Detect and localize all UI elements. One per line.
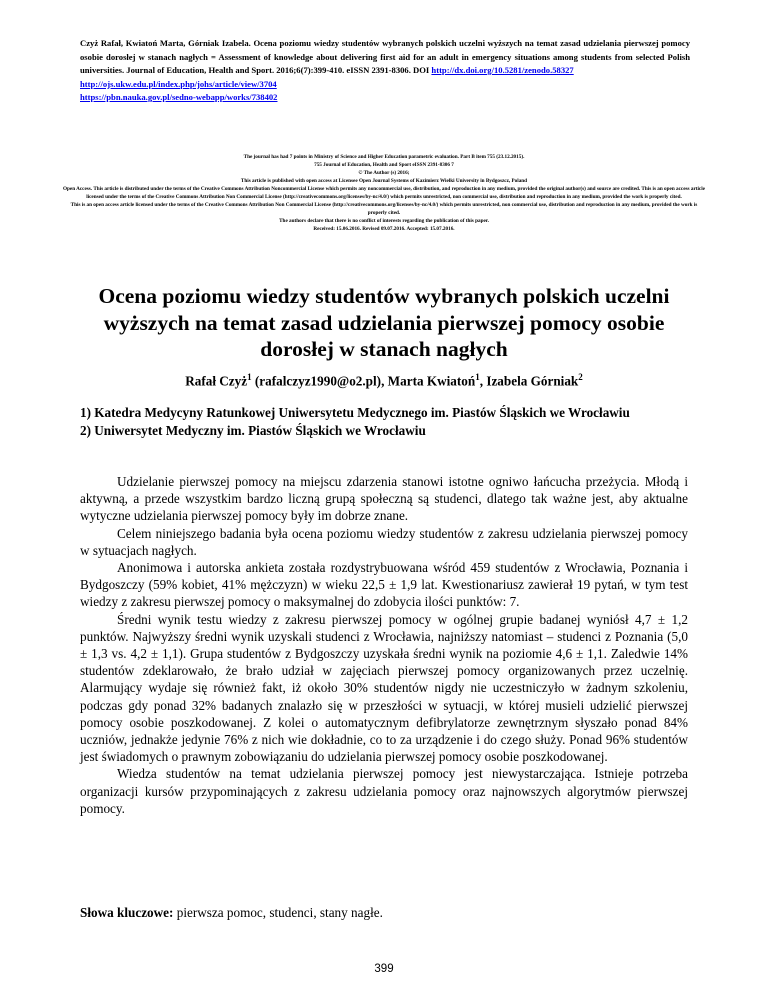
keywords <box>80 905 688 921</box>
keywords-text: pierwsza pomoc, studenci, stany nagłe. <box>173 905 383 920</box>
authors <box>80 372 688 389</box>
journal-info-line: Received: 15.06.2016. Revised 09.07.2016. Accepted: 15.07.2016. <box>313 226 455 232</box>
author-affiliation-marker: 1 <box>475 372 480 382</box>
affiliations <box>80 404 688 439</box>
keywords-label: Słowa kluczowe: <box>80 905 174 920</box>
journal-info-line: The journal has had 7 points in Ministry of Science and Higher Education parametric evaluation. Part B item 755 (23.12.2015). <box>243 154 525 160</box>
journal-info <box>62 153 706 233</box>
abstract-paragraph: Udzielanie pierwszej pomocy na miejscu zdarzenia stanowi istotne ogniwo łańcucha przeżycia. Młodą i aktywną, a przede wszystkim bardzo liczną grupą społeczną są studenci, dlatego tak ważne jest, aby aktualne wytyczne udzielania pierwszej pomocy były im dobrze znane. <box>80 474 688 524</box>
journal-info-line: This article is published with open access at Licensee Open Journal Systems of Kazimierz Wielki University in Bydgoszcz, Poland <box>240 178 528 184</box>
doi-link[interactable]: http://dx.doi.org/10.5281/zenodo.58327 <box>431 65 574 75</box>
abstract-paragraph: Celem niniejszego badania była ocena poziomu wiedzy studentów z zakresu udzielania pierwszej pomocy w sytuacjach nagłych. <box>80 525 688 558</box>
pbn-link[interactable]: https://pbn.nauka.gov.pl/sedno-webapp/works/738402 <box>80 92 278 102</box>
abstract-paragraph: Anonimowa i autorska ankieta została rozdystrybuowana wśród 459 studentów z Wrocławia, Poznania i Bydgoszczy (59% kobiet, 41% mężczyzn) w wieku 22,5 ± 1,9 lat. Kwestionariusz zawierał 19 pytań, w tym test wiedzy z zakresu pierwszej pomocy o maksymalnej do zdobycia ilości punktów: 7. <box>80 560 688 610</box>
abstract <box>80 473 688 817</box>
journal-info-line: The authors declare that there is no conflict of interests regarding the publication of this paper. <box>279 218 489 224</box>
author-affiliation-marker: 1 <box>247 372 252 382</box>
author-name: Izabela Górniak <box>486 373 579 389</box>
affiliation: 1) Katedra Medycyny Ratunkowej Uniwersytetu Medycznego im. Piastów Śląskich we Wrocławiu <box>80 405 630 420</box>
author-separator: , <box>479 373 487 389</box>
page-number: 399 <box>374 963 394 975</box>
journal-article-link[interactable]: http://ojs.ukw.edu.pl/index.php/johs/article/view/3704 <box>80 78 277 89</box>
citation-text: Czyż Rafał, Kwiatoń Marta, Górniak Izabela. Ocena poziomu wiedzy studentów wybranych polskich uczelni wyższych na temat zasad udzielania pierwszej pomocy osobie dorosłej w stanach nagłych = Assessment of knowledge about delivering first aid for an adult in emergency situations among students from selected Polish universities. Journal of Education, Health and Sport. 2016;6(7):399-410. eISSN 2391-8306. DOI <box>80 38 690 75</box>
abstract-paragraph: Średni wynik testu wiedzy z zakresu pierwszej pomocy w ogólnej grupie badanej wyniósł 4,7 ± 1,2 punktów. Najwyższy średni wynik uzyskali studenci z Wrocławia, najniższy natomiast – studenci z Poznania (5,0 ± 1,3 vs. 4,2 ± 1,1). Grupa studentów z Bydgoszczy uzyskała średni wynik na poziomie 4,6 ± 1,1. Zaledwie 14% studentów zdeklarowało, że brało udział w zajęciach pierwszej pomocy organizowanych przez uczelnię. Alarmujący wydaje się również fakt, iż około 30% studentów nigdy nie uczestniczyło w żadnym szkoleniu, podczas gdy ponad 32% badanych znalazło się w przeszłości w sytuacji, w której musieli udzielić pierwszej pomocy osobie poszkodowanej. Z kolei o automatycznym defibrylatorze zewnętrznym słyszało ponad 84% uczniów, jednakże jedynie 76% z nich wie dokładnie, co to za urządzenie i do czego służy. Ponad 96% studentów jest świadomych o prawnym zobowiązaniu do udzielania pierwszej pomocy osobie poszkodowanej. <box>80 611 688 765</box>
journal-info-line: © The Author (s) 2016; <box>358 170 410 176</box>
journal-info-line: 755 Journal of Education, Health and Sport eISSN 2391-8306 7 <box>314 162 454 168</box>
author-email: (rafalczyz1990@o2.pl), <box>251 373 388 389</box>
affiliation: 2) Uniwersytet Medyczny im. Piastów Śląskich we Wrocławiu <box>80 422 426 438</box>
citation-block <box>80 37 690 105</box>
journal-info-line: Open Access. This article is distributed under the terms of the Creative Commons Attribution Noncommercial License which permits any noncommercial use, distribution, and reproduction in any medium, provided the original author(s) and source are credited. This is an open access article licensed under the terms of the Creative Commons Attribution Non Commercial License (http://creativecommons.org/licenses/by-nc/4.0/) which permits unrestricted, non commercial use, distribution and reproduction in any medium, provided the work is properly cited. <box>63 186 705 200</box>
author-name: Marta Kwiatoń <box>387 373 476 389</box>
journal-info-line: This is an open access article licensed under the terms of the Creative Commons Attribution Non Commercial License (http://creativecommons.org/licenses/by-nc/4.0/) which permits unrestricted, non commercial use, distribution and reproduction in any medium, provided the work is properly cited. <box>70 202 698 216</box>
abstract-paragraph: Wiedza studentów na temat udzielania pierwszej pomocy jest niewystarczająca. Istnieje potrzeba organizacji kursów przypominających z zakresu udzielania pomocy oraz najnowszych algorytmów pierwszej pomocy. <box>80 766 688 816</box>
author-affiliation-marker: 2 <box>578 372 583 382</box>
author-name: Rafał Czyż <box>185 373 248 389</box>
paper-title: Ocena poziomu wiedzy studentów wybranych polskich uczelni wyższych na temat zasad udzielania pierwszej pomocy osobie dorosłej w stanach nagłych <box>98 284 670 361</box>
